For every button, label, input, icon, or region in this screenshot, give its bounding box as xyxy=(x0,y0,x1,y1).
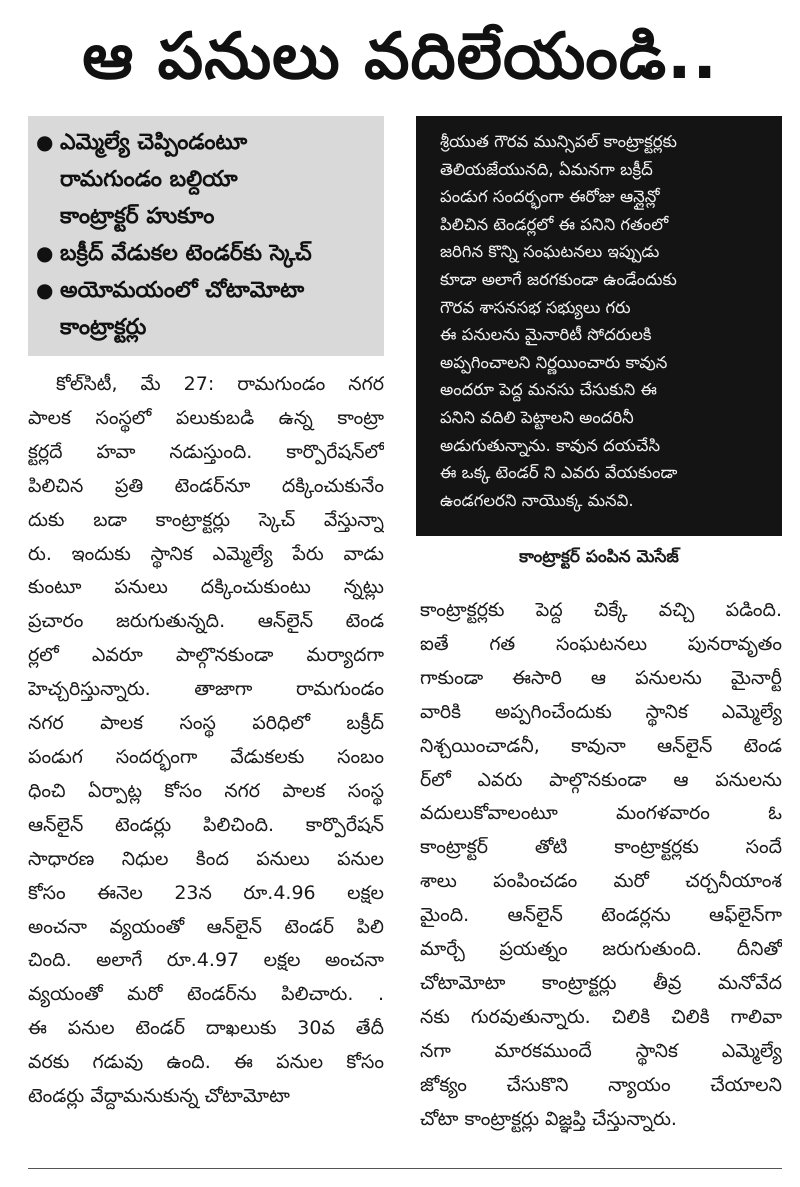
message-line: కూడా అలాగే జరగకుండా ఉండేందుకు xyxy=(440,269,677,289)
article-line: వదులుకోవాలంటూ మంగళవారం ఓ xyxy=(420,802,782,825)
article-line: కుంటూ పనులు దక్కించుకుంటు న్నట్లు xyxy=(28,576,384,599)
article-line: మైంది. ఆన్‌లైన్ టెండర్లను ఆఫ్‌లైన్‌గా xyxy=(420,904,782,927)
highlight-line: కాంట్రాక్టర్ హుకూం xyxy=(60,204,215,229)
article-line: చోటా కాంట్రాక్టర్లు విజ్ఞప్తి చేస్తున్నారు. xyxy=(420,1107,677,1130)
article-line: పాలక సంస్థలో పలుకుబడి ఉన్న కాంట్రా xyxy=(28,406,384,429)
article-line: వ్యయంతో మరో టెండర్‌ను పిలిచారు. . xyxy=(28,983,384,1006)
article-line: వారికి అప్పగించేందుకు స్థానిక ఎమ్మెల్యే xyxy=(420,700,782,723)
article-line: కాంట్రాక్టర్ తోటి కాంట్రాక్టర్లకు సందే xyxy=(420,836,782,859)
highlight-line: బక్రీద్ వేడుకల టెండర్‌కు స్కెచ్ xyxy=(60,241,312,266)
message-line: ఈ ఒక్క టెండర్ ని ఎవరు వేయకుండా xyxy=(440,463,678,483)
message-line: తెలియజేయునది, ఏమనగా బక్రీద్ xyxy=(440,159,653,179)
article-line: ఐతే గత సంఘటనలు పునరావృతం xyxy=(420,632,782,655)
article-line: నగా మారకముందే స్థానిక ఎమ్మెల్యే xyxy=(420,1039,782,1062)
article-line: ధించి ఏర్పాట్ల కోసం నగర పాలక సంస్థ xyxy=(28,779,384,802)
headline: ఆ పనులు వదిలేయండి.. xyxy=(82,20,718,94)
message-line: పనిని వదిలి పెట్టాలని అందరినీ xyxy=(440,407,634,427)
highlight-text xyxy=(60,235,376,272)
article-line: రు. ఇందుకు స్థానిక ఎమ్మెల్యే పేరు వాడు xyxy=(28,542,384,565)
article-line: జోక్యం చేసుకొని న్యాయం చేయాలని xyxy=(420,1073,782,1096)
article-line: ర్లలో ఎవరూ పాల్గొనకుండా మర్యాదగా xyxy=(28,644,384,667)
article-line: పండుగ సందర్భంగా వేడుకలకు సంబం xyxy=(28,745,384,768)
article-line: హెచ్చరిస్తున్నారు. తాజాగా రామగుండం xyxy=(28,678,384,701)
message-line: అడుగుతున్నాను. కావున దయచేసి xyxy=(440,435,661,455)
article-line: అంచనా వ్యయంతో ఆన్‌లైన్ టెండర్ పిలి xyxy=(28,915,384,938)
message-line: శ్రీయుత గౌరవ మున్సిపల్ కాంట్రాక్టర్లకు xyxy=(440,132,677,151)
message-line: పిలిచిన టెండర్లలో ఈ పనిని గతంలో xyxy=(440,214,669,234)
highlight-text xyxy=(60,272,376,346)
message-line: పండుగ సందర్భంగా ఈరోజు ఆన్లైన్లో xyxy=(440,187,660,207)
article-line: వరకు గడువు ఉంది. ఈ పనుల కోసం xyxy=(28,1051,384,1074)
highlight-line: ఎమ్మెల్యే చెప్పిండంటూ xyxy=(60,130,248,155)
article-line: ఆన్‌లైన్ టెండర్లు పిలిచింది. కార్పొరేషన్ xyxy=(28,813,384,836)
bullet-icon: ● xyxy=(36,130,54,154)
message-caption: కాంట్రాక్టర్ పంపిన మెసేజ్ xyxy=(519,547,679,567)
message-line: గౌరవ శాసనసభ సభ్యులు గరు xyxy=(440,297,631,317)
bullet-icon: ● xyxy=(36,241,54,265)
article-line: మార్చే ప్రయత్నం జరుగుతుంది. దీనితో xyxy=(420,938,782,961)
article-line: కోల్‌సిటీ, మే 27: రామగుండం నగర xyxy=(56,373,384,395)
article-line: కోసం ఈనెల 23న రూ.4.96 లక్షల xyxy=(28,881,384,904)
highlight-item xyxy=(36,124,376,235)
article-line: గాకుండా ఈసారి ఆ పనులను మైనార్టీ xyxy=(420,666,782,689)
highlight-item xyxy=(36,235,376,272)
article-line: టెండర్లు వేద్దామనుకున్న చోటామోటా xyxy=(28,1085,290,1108)
article-column-left xyxy=(28,368,384,1114)
highlight-line: అయోమయంలో చోటామోటా xyxy=(60,278,305,303)
article-line: చింది. అలాగే రూ.4.97 లక్షల అంచనా xyxy=(28,949,384,972)
article-column-right xyxy=(420,594,782,1137)
bullet-icon: ● xyxy=(36,278,54,302)
highlight-line: కాంట్రాక్టర్లు xyxy=(60,315,147,340)
article-line: సాధారణ నిధుల కింద పనులు పనుల xyxy=(28,847,384,870)
message-line: జరిగిన కొన్ని సంఘటనలు ఇప్పుడు xyxy=(440,242,660,262)
article-line: నకు గురవుతున్నారు. చిలికి చిలికి గాలివా xyxy=(420,1005,782,1028)
article-line: ర్‌లో ఎవరు పాల్గొనకుండా ఆ పనులను xyxy=(420,768,782,791)
article-line: క్టర్లదే హవా నడుస్తుంది. కార్పొరేషన్‌లో xyxy=(28,440,384,463)
highlight-item xyxy=(36,272,376,346)
highlights-box xyxy=(28,116,384,356)
article-line: ఈ పనుల టెండర్ దాఖలుకు 30వ తేదీ xyxy=(28,1017,384,1040)
highlight-line: రామగుండం బల్దియా xyxy=(60,167,238,192)
message-line: అందరూ పెద్ద మనసు చేసుకుని ఈ xyxy=(440,380,657,400)
article-line: దుకు బడా కాంట్రాక్టర్లు స్కెచ్ వేస్తున్నా xyxy=(28,508,384,531)
message-line: ఈ పనులను మైనారిటీ సోదరులకి xyxy=(440,325,652,345)
article-line: శాలు పంపించడం మరో చర్చనీయాంశ xyxy=(420,870,782,893)
contractor-message-box xyxy=(416,116,782,536)
highlight-text xyxy=(60,124,376,235)
message-line: అప్పగించాలని నిర్ణయించారు కావున xyxy=(440,352,668,372)
article-line: నిశ్చయించాడనీ, కావునా ఆన్‌లైన్ టెండ xyxy=(420,734,782,757)
article-line: నగర పాలక సంస్థ పరిధిలో బక్రీద్ xyxy=(28,712,384,735)
message-line: ఉండగలరని నాయొక్క మనవి. xyxy=(440,490,634,510)
article-line: కాంట్రాక్టర్లకు పెద్ద చిక్కే వచ్చి పడింది. xyxy=(420,599,782,621)
article-line: పిలిచిన ప్రతి టెండర్‌నూ దక్కించుకునేం xyxy=(28,474,384,497)
bottom-rule xyxy=(28,1168,782,1169)
article-line: ప్రచారం జరుగుతున్నది. ఆన్‌లైన్ టెండ xyxy=(28,610,384,633)
article-line: చోటామోటా కాంట్రాక్టర్లు తీవ్ర మనోవేద xyxy=(420,971,782,994)
